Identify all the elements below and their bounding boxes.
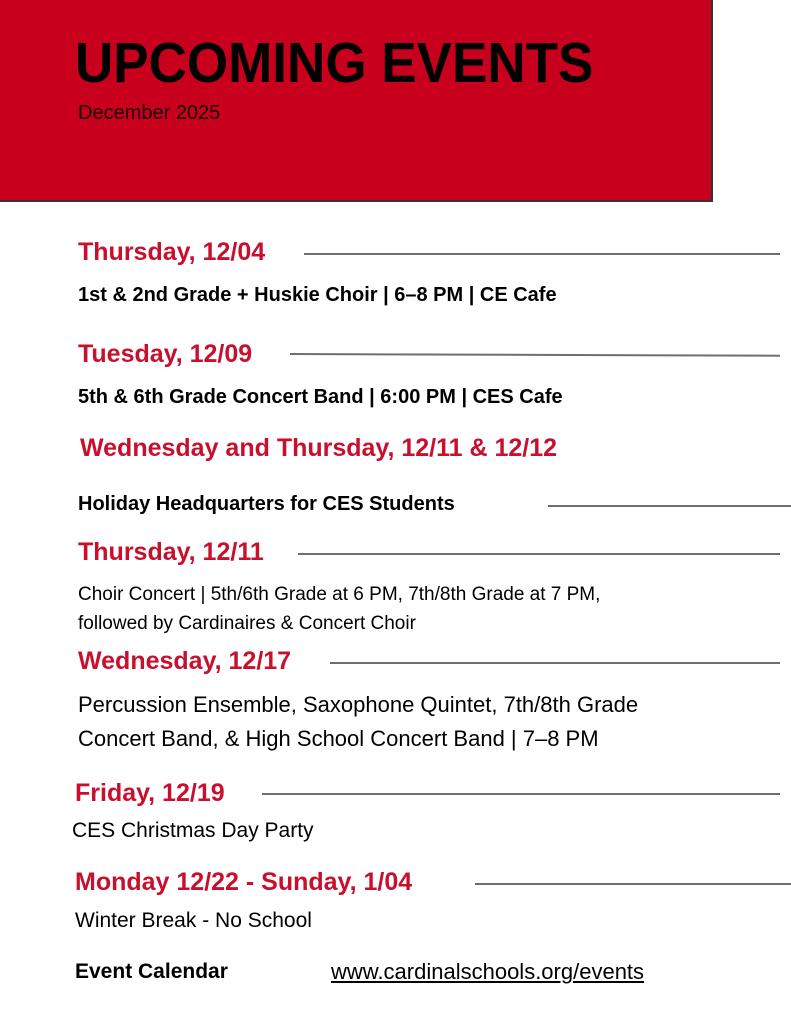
event-calendar-label: Event Calendar bbox=[75, 960, 228, 983]
divider-line bbox=[290, 353, 780, 357]
event-date: Wednesday and Thursday, 12/11 & 12/12 bbox=[80, 434, 558, 462]
event-date: Thursday, 12/11 bbox=[78, 538, 264, 566]
event-description: followed by Cardinaires & Concert Choir bbox=[78, 613, 416, 634]
divider-line bbox=[475, 883, 791, 885]
event-date: Thursday, 12/04 bbox=[78, 238, 266, 266]
divider-line bbox=[262, 793, 780, 795]
event-description: Percussion Ensemble, Saxophone Quintet, 7th/8th Grade bbox=[78, 692, 639, 717]
event-description: Holiday Headquarters for CES Students bbox=[78, 493, 455, 515]
event-description: Concert Band, & High School Concert Band | 7–8 PM bbox=[78, 726, 599, 751]
event-description: Winter Break - No School bbox=[75, 909, 312, 932]
event-description: 5th & 6th Grade Concert Band | 6:00 PM | CES Cafe bbox=[78, 386, 563, 408]
event-calendar-link[interactable]: www.cardinalschools.org/events bbox=[331, 959, 645, 984]
event-description: 1st & 2nd Grade + Huskie Choir | 6–8 PM | CE Cafe bbox=[78, 284, 557, 306]
event-date: Monday 12/22 - Sunday, 1/04 bbox=[75, 868, 413, 896]
event-description: Choir Concert | 5th/6th Grade at 6 PM, 7th/8th Grade at 7 PM, bbox=[78, 584, 601, 605]
page-title: UPCOMING EVENTS bbox=[75, 31, 594, 95]
event-date: Friday, 12/19 bbox=[75, 779, 225, 807]
event-date: Wednesday, 12/17 bbox=[78, 647, 292, 675]
divider-line bbox=[330, 662, 780, 664]
divider-line bbox=[298, 553, 780, 555]
header-banner bbox=[0, 0, 713, 202]
event-description: CES Christmas Day Party bbox=[72, 819, 314, 842]
event-date: Tuesday, 12/09 bbox=[78, 340, 253, 368]
page-subtitle: December 2025 bbox=[78, 102, 221, 124]
divider-line bbox=[548, 505, 791, 507]
divider-line bbox=[304, 253, 780, 255]
